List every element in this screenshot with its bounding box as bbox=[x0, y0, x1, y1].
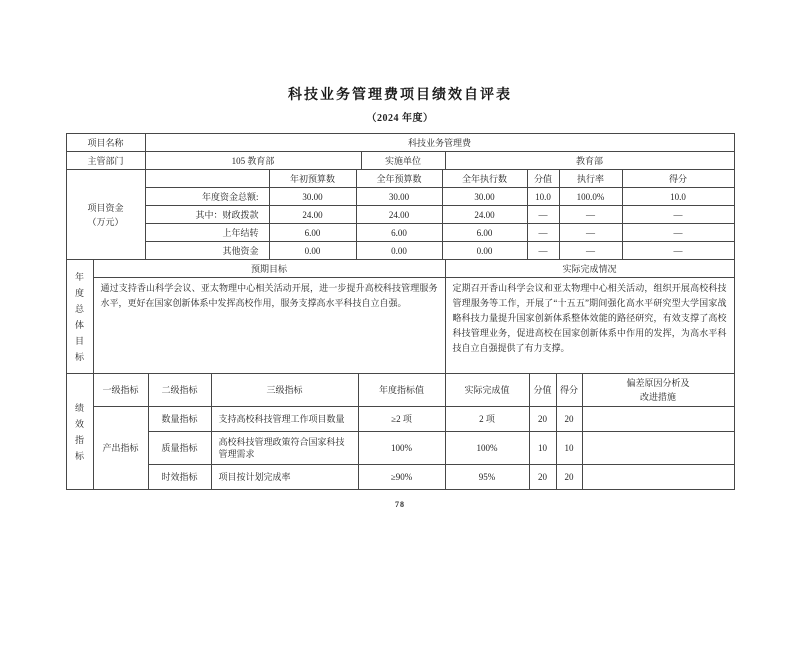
level2-indicator-value: 时效指标 bbox=[148, 465, 211, 490]
score-value: 20 bbox=[556, 407, 582, 432]
funding-row-label: 年度资金总额: bbox=[145, 188, 269, 206]
expected-goal-header: 预期目标 bbox=[93, 260, 445, 278]
level3-indicator-header: 三级指标 bbox=[211, 374, 358, 407]
funding-row-label: 上年结转 bbox=[145, 224, 269, 242]
performance-indicators-table bbox=[66, 373, 735, 490]
project-name-value: 科技业务管理费 bbox=[145, 134, 734, 152]
implementing-unit-label: 实施单位 bbox=[361, 152, 445, 170]
score-value: 20 bbox=[556, 465, 582, 490]
funding-initial-value: 30.00 bbox=[269, 188, 356, 206]
funding-budget-value: 0.00 bbox=[356, 242, 442, 260]
level2-indicator-value: 质量指标 bbox=[148, 432, 211, 465]
deviation-header-line1: 偏差原因分析及 bbox=[626, 378, 690, 388]
funding-rate-value: — bbox=[559, 206, 622, 224]
funding-row-fiscal bbox=[66, 206, 734, 224]
funding-budget-value: 6.00 bbox=[356, 224, 442, 242]
level3-indicator-value: 项目按计划完成率 bbox=[211, 465, 358, 490]
actual-value-header: 实际完成值 bbox=[445, 374, 529, 407]
project-funding-table bbox=[66, 169, 735, 260]
funding-section-label-line1: 项目资金 bbox=[87, 202, 124, 213]
annual-objectives-table bbox=[66, 259, 735, 374]
points-value: 10 bbox=[529, 432, 556, 465]
expected-goal-text: 通过支持香山科学会议、亚太物理中心相关活动开展，进一步提升高校科技管理服务水平，更好在国家创新体系中发挥高校作用，服务支撑高水平科技自立自强。 bbox=[93, 278, 445, 374]
funding-header-executed: 全年执行数 bbox=[442, 170, 527, 188]
actual-completion-value: 100% bbox=[445, 432, 529, 465]
document-subtitle: （2024 年度） bbox=[366, 113, 434, 124]
funding-points-value: — bbox=[527, 206, 559, 224]
funding-score-value: — bbox=[622, 206, 734, 224]
points-value: 20 bbox=[529, 407, 556, 432]
project-name-label: 项目名称 bbox=[66, 134, 145, 152]
indicator-row-timeliness bbox=[66, 465, 734, 490]
funding-executed-value: 30.00 bbox=[442, 188, 527, 206]
indicators-header-row bbox=[66, 374, 734, 407]
project-info-table bbox=[66, 133, 735, 170]
annual-target-value: 100% bbox=[358, 432, 445, 465]
annual-target-value: ≥2 项 bbox=[358, 407, 445, 432]
level3-indicator-value: 支持高校科技管理工作项目数量 bbox=[211, 407, 358, 432]
actual-completion-value: 2 项 bbox=[445, 407, 529, 432]
competent-dept-label: 主管部门 bbox=[66, 152, 145, 170]
score-value: 10 bbox=[556, 432, 582, 465]
deviation-value bbox=[582, 432, 734, 465]
deviation-header bbox=[582, 374, 734, 407]
funding-executed-value: 24.00 bbox=[442, 206, 527, 224]
points-header: 分值 bbox=[529, 374, 556, 407]
funding-header-score: 得分 bbox=[622, 170, 734, 188]
objectives-section-label bbox=[66, 260, 93, 374]
implementing-unit-value: 教育部 bbox=[445, 152, 734, 170]
indicators-section-label-text: 绩效指标 bbox=[74, 402, 84, 461]
funding-points-value: — bbox=[527, 242, 559, 260]
funding-score-value: 10.0 bbox=[622, 188, 734, 206]
funding-header-points: 分值 bbox=[527, 170, 559, 188]
funding-section-label bbox=[66, 170, 145, 260]
funding-row-total bbox=[66, 188, 734, 206]
document-page bbox=[0, 84, 800, 649]
funding-rate-value: 100.0% bbox=[559, 188, 622, 206]
funding-budget-value: 24.00 bbox=[356, 206, 442, 224]
funding-points-value: — bbox=[527, 224, 559, 242]
funding-score-value: — bbox=[622, 224, 734, 242]
page-number: 78 bbox=[395, 500, 405, 509]
deviation-value bbox=[582, 465, 734, 490]
objectives-content-row bbox=[66, 278, 734, 374]
actual-completion-header: 实际完成情况 bbox=[445, 260, 734, 278]
competent-dept-value: 105 教育部 bbox=[145, 152, 361, 170]
level2-indicator-header: 二级指标 bbox=[148, 374, 211, 407]
table-row bbox=[66, 152, 734, 170]
funding-row-label: 其他资金 bbox=[145, 242, 269, 260]
funding-executed-value: 0.00 bbox=[442, 242, 527, 260]
funding-row-label: 其中：财政拨款 bbox=[145, 206, 269, 224]
actual-completion-value: 95% bbox=[445, 465, 529, 490]
document-title: 科技业务管理费项目绩效自评表 bbox=[288, 88, 512, 103]
funding-blank-cell bbox=[145, 170, 269, 188]
funding-points-value: 10.0 bbox=[527, 188, 559, 206]
funding-initial-value: 0.00 bbox=[269, 242, 356, 260]
funding-executed-value: 6.00 bbox=[442, 224, 527, 242]
funding-row-other bbox=[66, 242, 734, 260]
indicator-row-quantity bbox=[66, 407, 734, 432]
score-header: 得分 bbox=[556, 374, 582, 407]
annual-target-value: ≥90% bbox=[358, 465, 445, 490]
funding-row-carryover bbox=[66, 224, 734, 242]
funding-rate-value: — bbox=[559, 224, 622, 242]
annual-target-header: 年度指标值 bbox=[358, 374, 445, 407]
indicators-section-label bbox=[66, 374, 93, 490]
level1-indicator-value: 产出指标 bbox=[93, 407, 148, 490]
funding-budget-value: 30.00 bbox=[356, 188, 442, 206]
level2-indicator-value: 数量指标 bbox=[148, 407, 211, 432]
level1-indicator-header: 一级指标 bbox=[93, 374, 148, 407]
funding-section-label-line2: （万元） bbox=[87, 216, 124, 227]
funding-rate-value: — bbox=[559, 242, 622, 260]
objectives-header-row bbox=[66, 260, 734, 278]
points-value: 20 bbox=[529, 465, 556, 490]
funding-header-budget: 全年预算数 bbox=[356, 170, 442, 188]
funding-header-row bbox=[66, 170, 734, 188]
funding-header-rate: 执行率 bbox=[559, 170, 622, 188]
funding-initial-value: 24.00 bbox=[269, 206, 356, 224]
funding-score-value: — bbox=[622, 242, 734, 260]
deviation-header-line2: 改进措施 bbox=[639, 392, 676, 402]
funding-header-initial: 年初预算数 bbox=[269, 170, 356, 188]
deviation-value bbox=[582, 407, 734, 432]
objectives-section-label-text: 年度总体目标 bbox=[74, 271, 84, 362]
funding-initial-value: 6.00 bbox=[269, 224, 356, 242]
indicator-row-quality bbox=[66, 432, 734, 465]
level3-indicator-value: 高校科技管理政策符合国家科技管理需求 bbox=[211, 432, 358, 465]
actual-completion-text: 定期召开香山科学会议和亚太物理中心相关活动，组织开展高校科技管理服务等工作，开展了“十五五”期间强化高水平研究型大学国家战略科技力量提升国家创新体系整体效能的路径研究，有效支撑了高校科技管理业务，促进高校在国家创新体系中作用的发挥，为高水平科技自立自强提供了有力支撑。 bbox=[445, 278, 734, 374]
table-row bbox=[66, 134, 734, 152]
